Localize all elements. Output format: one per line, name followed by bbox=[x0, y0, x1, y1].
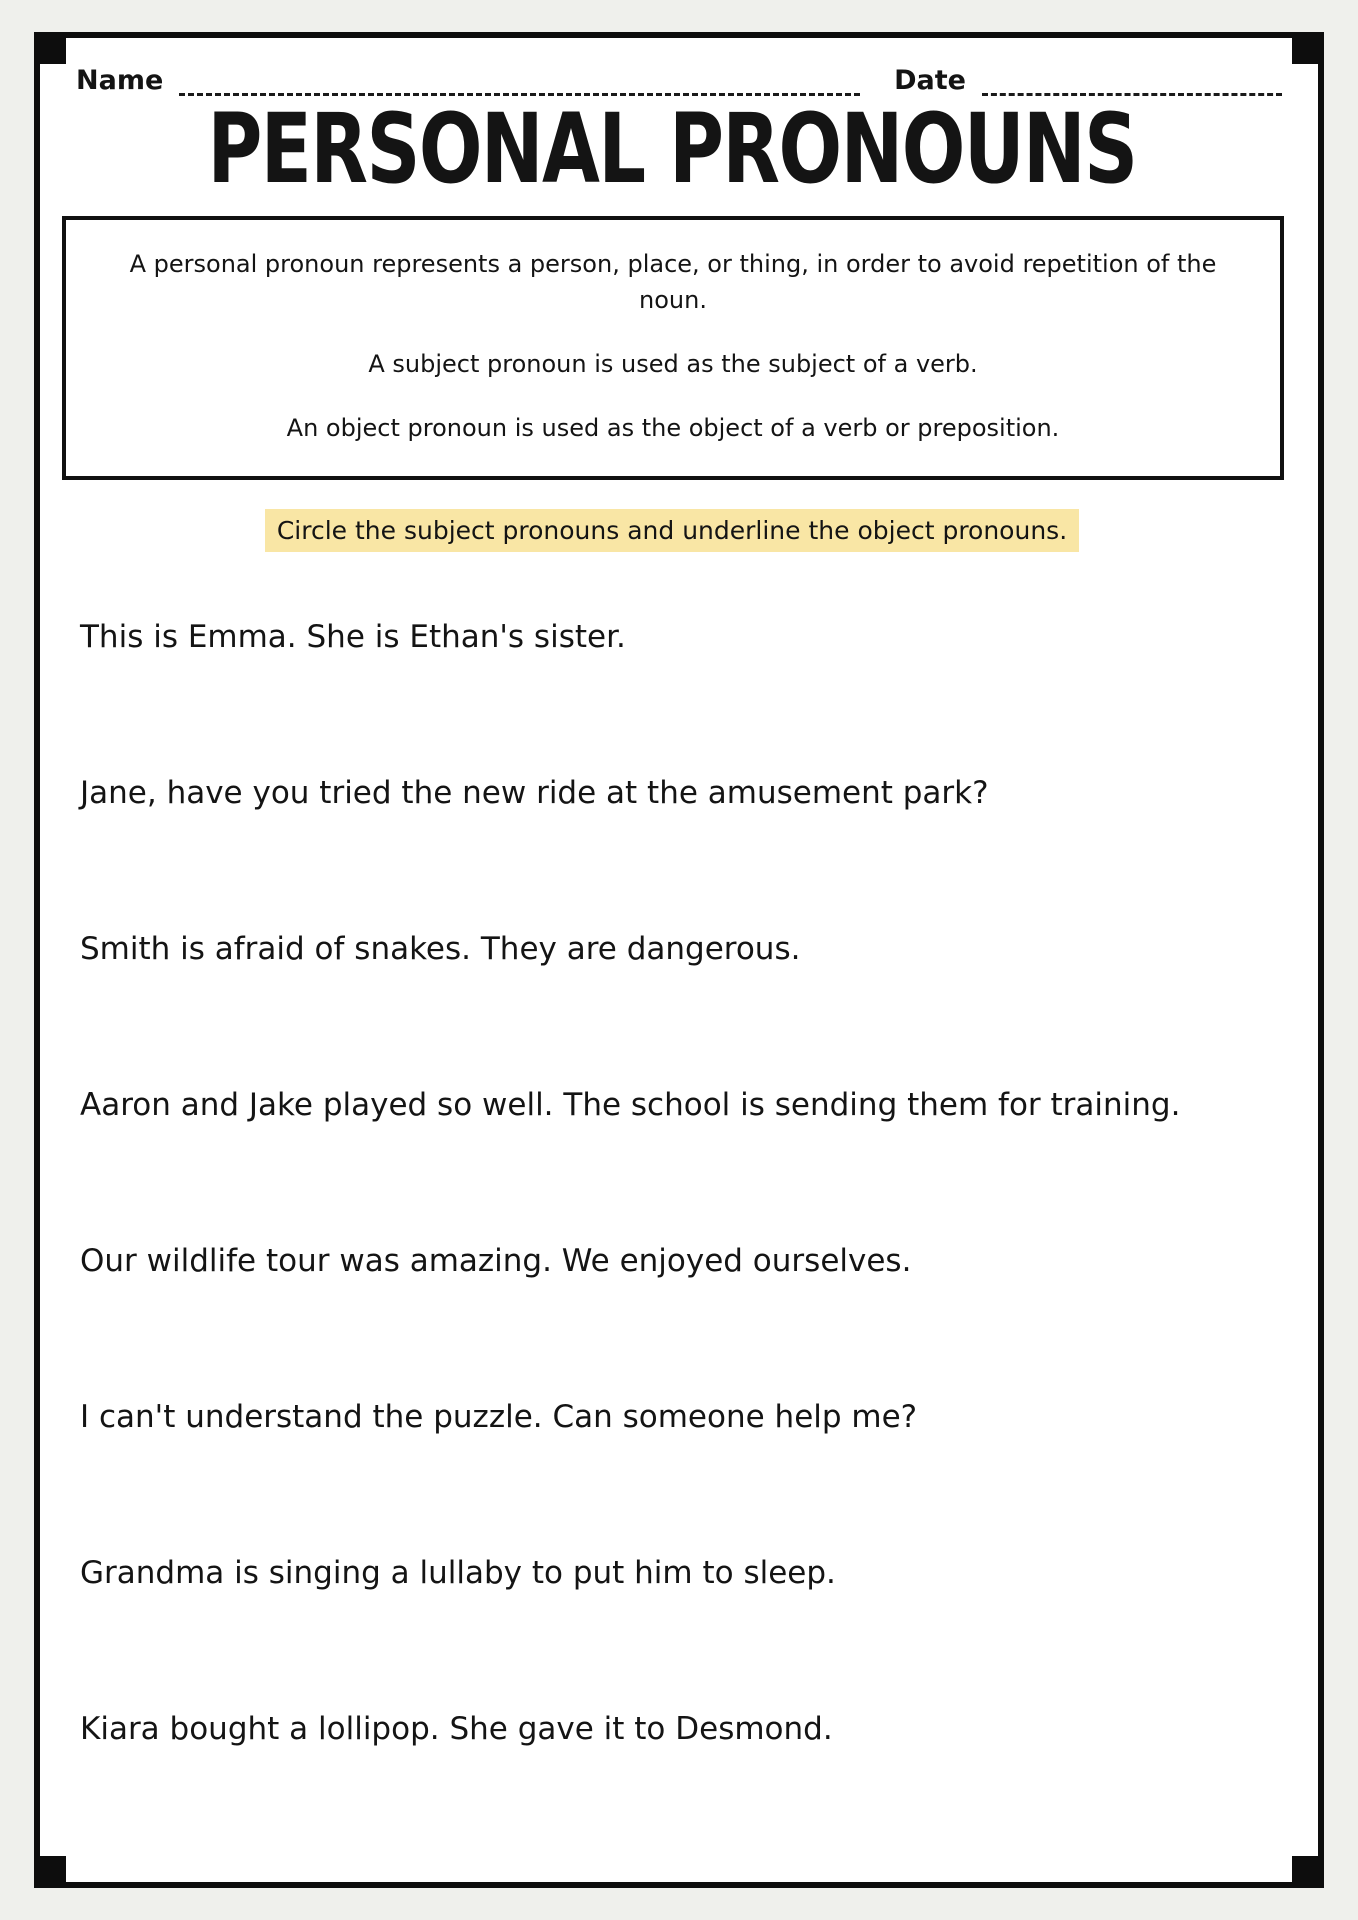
task-instruction bbox=[62, 516, 1282, 545]
definition-line-personal-pronoun: A personal pronoun represents a person, place, or thing, in order to avoid repetition of the noun. bbox=[129, 249, 1217, 314]
sentence-5: Our wildlife tour was amazing. We enjoyed ourselves. bbox=[80, 1242, 912, 1279]
definition-line-subject-pronoun: A subject pronoun is used as the subject of a verb. bbox=[368, 349, 978, 378]
name-fill-line[interactable] bbox=[179, 64, 860, 96]
exercise-sentences bbox=[80, 619, 1282, 1867]
sentence-1: This is Emma. She is Ethan's sister. bbox=[80, 618, 626, 655]
date-fill-line[interactable] bbox=[982, 64, 1282, 96]
sentence-2: Jane, have you tried the new ride at the amusement park? bbox=[80, 774, 989, 811]
definition-line-object-pronoun: An object pronoun is used as the object of a verb or preposition. bbox=[286, 413, 1060, 442]
name-label: Name bbox=[76, 65, 164, 97]
sentence-7: Grandma is singing a lullaby to put him to sleep. bbox=[80, 1554, 836, 1591]
sentence-8: Kiara bought a lollipop. She gave it to Desmond. bbox=[80, 1710, 833, 1747]
date-label: Date bbox=[894, 65, 966, 97]
worksheet-content bbox=[40, 38, 1318, 1882]
header-row bbox=[76, 64, 1282, 96]
sentence-3: Smith is afraid of snakes. They are dangerous. bbox=[80, 930, 801, 967]
sentence-6: I can't understand the puzzle. Can someone help me? bbox=[80, 1398, 918, 1435]
page-title: PERSONAL PRONOUNS bbox=[207, 93, 1137, 205]
sentence-4: Aaron and Jake played so well. The school is sending them for training. bbox=[80, 1086, 1181, 1123]
worksheet-page-frame bbox=[34, 32, 1324, 1888]
definition-box bbox=[62, 216, 1284, 480]
highlighted-instruction-text: Circle the subject pronouns and underline the object pronouns. bbox=[265, 509, 1079, 552]
